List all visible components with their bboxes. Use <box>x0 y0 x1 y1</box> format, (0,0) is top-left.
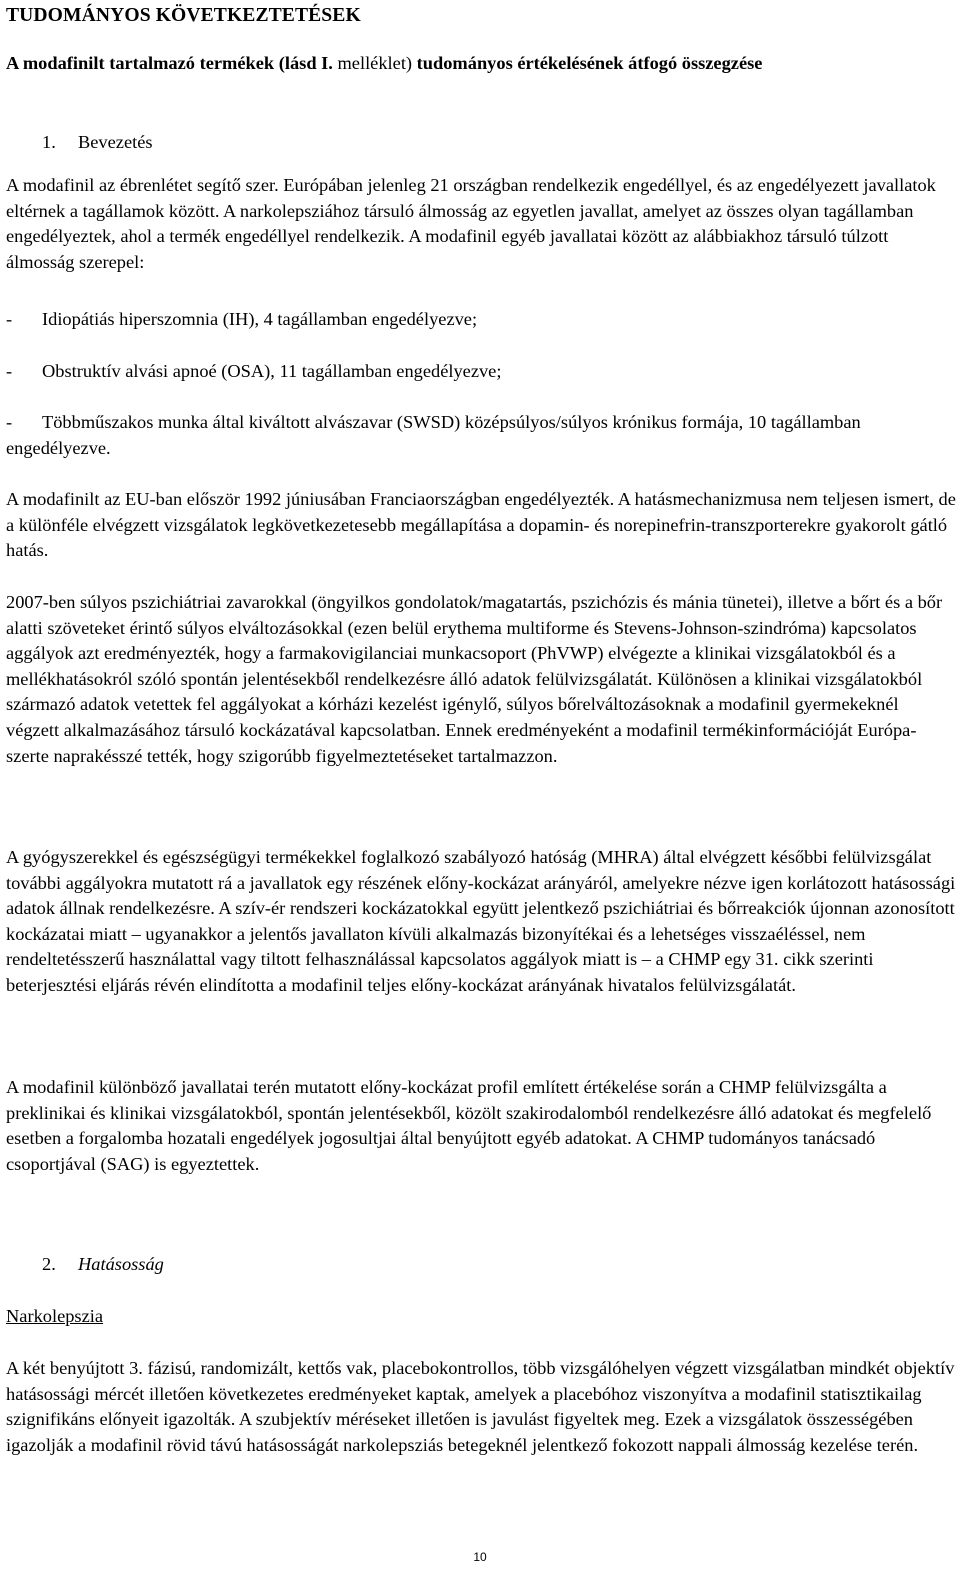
list-dash: - <box>6 309 13 329</box>
list-item <box>6 359 956 385</box>
list-item-text: Idiopátiás hiperszomnia (IH), 4 tagállamban engedélyezve; <box>42 309 478 329</box>
document-subtitle <box>6 51 956 75</box>
section-1-number: 1. <box>42 132 56 152</box>
section-2-number: 2. <box>42 1254 56 1274</box>
subtitle-part-2: melléklet) <box>337 53 417 73</box>
narcolepsy-paragraph: A két benyújtott 3. fázisú, randomizált, kettős vak, placebokontrollos, több vizsgálóhelyen végzett vizsgálatban mindkét objektív hatásossági mércét illetően következetes eredményeket kaptak, amelyek a placebóhoz viszonyítva a modafinil statisztikailag szignifikáns előnyeit igazolták. A szubjektív méréseket illetően is javulást figyeltek meg. Ezek a vizsgálatok összességében igazolják a modafinil rövid távú hatásosságát narkolepsziás betegeknél jelentkező fokozott nappali álmosság kezelése terén. <box>6 1358 955 1455</box>
intro-paragraph: A modafinil az ébrenlétet segítő szer. Európában jelenleg 21 országban rendelkezik engedéllyel, és az engedélyezett javallatok eltérnek a tagállamok között. A narkolepsziához társuló álmosság az egyetlen javallat, amelyet az összes olyan tagállamban engedélyeztek, ahol a termék engedéllyel rendelkezik. A modafinil egyéb javallatai között az alábbiakhoz társuló túlzott álmosság szerepel: <box>6 175 936 272</box>
list-item <box>6 410 956 461</box>
list-dash: - <box>6 412 13 432</box>
mhra-review-paragraph: A gyógyszerekkel és egészségügyi termékekkel foglalkozó szabályozó hatóság (MHRA) által elvégzett későbbi felülvizsgálat további aggályokra mutatott rá a javallatok egy részének előny-kockázat arányáról, amelyekre nézve igen korlátozott hatásossági adatok állnak rendelkezésre. A szív-ér rendszeri kockázatokkal együtt jelentkező pszichiátriai és bőrreakciók újonnan azonosított kockázatai miatt – ugyanakkor a jelentős javallaton kívüli alkalmazás bizonyítékai és a lehetséges visszaéléssel, nem rendeltetésszerű használattal vagy tiltott felhasználással kapcsolatos aggályok miatt is – a CHMP egy 31. cikk szerinti beterjesztési eljárás révén elindította a modafinil teljes előny-kockázat arányának hivatalos felülvizsgálatát. <box>6 847 956 995</box>
section-1-title: Bevezetés <box>78 132 153 152</box>
chmp-review-paragraph: A modafinil különböző javallatai terén mutatott előny-kockázat profil említett értékelése során a CHMP felülvizsgálta a preklinikai és klinikai vizsgálatokból, spontán jelentésekből, közölt szakirodalomból rendelkezésre álló adatokat és megfelelő esetben a forgalomba hozatali engedélyek jogosultjai által benyújtott egyéb adatokat. A CHMP tudományos tanácsadó csoportjával (SAG) is egyeztettek. <box>6 1077 932 1174</box>
list-item-text: Többműszakos munka által kiváltott alvászavar (SWSD) középsúlyos/súlyos krónikus formája, 10 tagállamban engedélyezve. <box>6 412 861 458</box>
section-2-heading <box>42 1252 960 1276</box>
list-item <box>6 307 956 333</box>
phvwp-2007-paragraph: 2007-ben súlyos pszichiátriai zavarokkal (öngyilkos gondolatok/magatartás, pszichózis és mánia tünetei), illetve a bőrt és a bőr alatti szöveteket érintő súlyos elváltozásokkal (ezen belül erythema multiforme és Stevens-Johnson-szindróma) kapcsolatos aggályok azt eredményezték, hogy a farmakovigilanciai munkacsoport (PhVWP) elvégezte a klinikai vizsgálatokból és a mellékhatásokról szóló spontán jelentésekből rendelkezésre álló adatok felülvizsgálatát. Különösen a klinikai vizsgálatokból származó adatok vetettek fel aggályokat a kórházi kezelést igénylő, súlyos bőrelváltozásoknak a modafinil gyermekeknél végzett alkalmazásához társuló kockázatával kapcsolatban. Ennek eredményeként a modafinil termékinformációját Európa-szerte naprakésszé tették, hogy szigorúbb figyelmeztetéseket tartalmazzon. <box>6 592 943 766</box>
subtitle-part-3: tudományos értékelésének átfogó összegzése <box>416 53 763 73</box>
section-1-heading <box>42 130 960 154</box>
narcolepsy-subheading: Narkolepszia <box>6 1306 104 1326</box>
document-title: TUDOMÁNYOS KÖVETKEZTETÉSEK <box>6 5 361 26</box>
subtitle-part-1: A modafinilt tartalmazó termékek (lásd I. <box>6 53 338 73</box>
eu-approval-paragraph: A modafinilt az EU-ban először 1992 júniusában Franciaországban engedélyezték. A hatásmechanizmusa nem teljesen ismert, de a különféle elvégzett vizsgálatok legkövetkezetesebb megállapítása a dopamin- és norepinefrin-transzporterekre gyakorolt gátló hatás. <box>6 489 956 561</box>
list-item-text: Obstruktív alvási apnoé (OSA), 11 tagállamban engedélyezve; <box>42 361 502 381</box>
section-2-title: Hatásosság <box>78 1254 164 1274</box>
list-dash: - <box>6 361 13 381</box>
page-number: 10 <box>473 1550 487 1564</box>
